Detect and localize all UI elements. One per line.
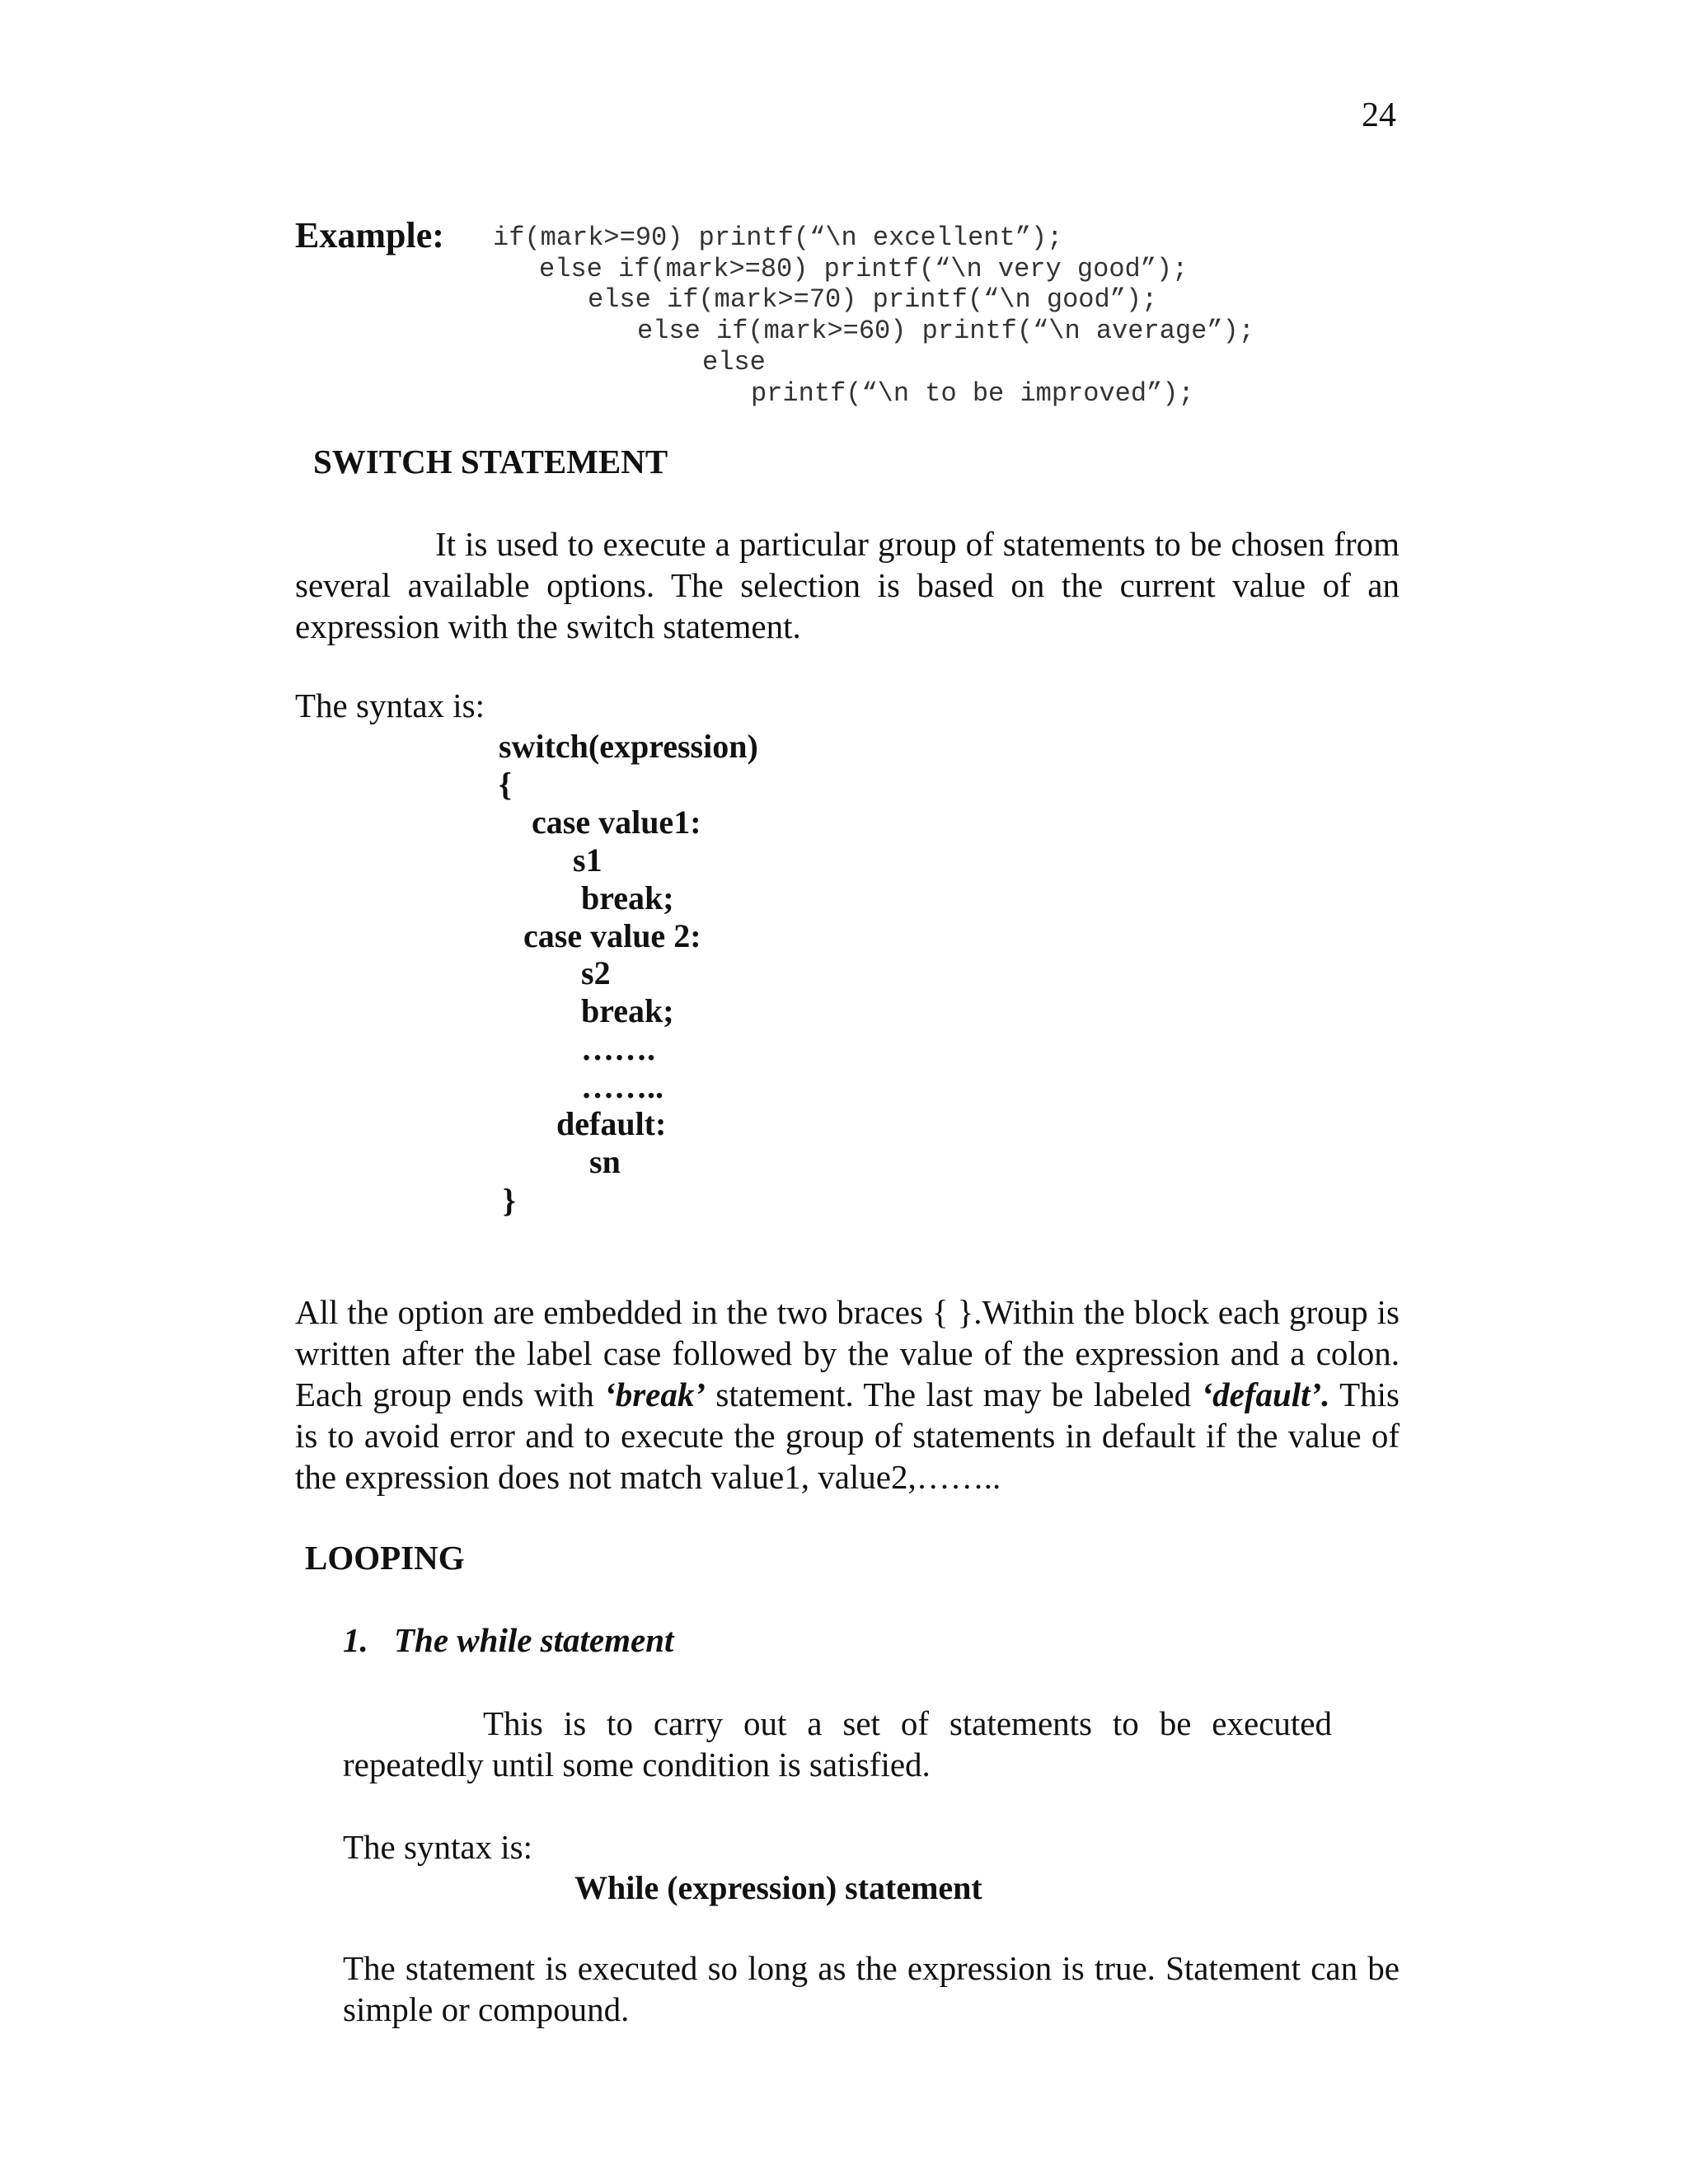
- syntax-line: default:: [556, 1105, 667, 1142]
- syntax-line: sn: [589, 1143, 621, 1180]
- explanation-text: statement. The last may be labeled: [706, 1376, 1202, 1413]
- syntax-line: …….: [581, 1030, 655, 1067]
- syntax-line: s2: [581, 954, 611, 991]
- syntax-line: ……..: [581, 1068, 663, 1105]
- syntax-line: switch(expression): [499, 728, 758, 765]
- switch-explanation-paragraph: [295, 1291, 1400, 1497]
- while-statement-heading: [343, 1620, 673, 1660]
- example-label: Example:: [295, 215, 444, 255]
- syntax-line: s1: [573, 841, 603, 879]
- item-title: The while statement: [394, 1621, 674, 1659]
- syntax-line: case value1:: [532, 804, 701, 841]
- switch-intro-paragraph: It is used to execute a particular group of statements to be chosen from several available options. The selection is based on the current value of an expression with the switch statement.: [295, 525, 1400, 645]
- looping-heading: LOOPING: [305, 1539, 465, 1577]
- while-syntax-intro: The syntax is:: [343, 1828, 533, 1866]
- default-keyword: ‘default’.: [1201, 1376, 1330, 1413]
- switch-heading: SWITCH STATEMENT: [313, 443, 668, 480]
- syntax-line: case value 2:: [523, 917, 701, 954]
- code-line: else if(mark>=80) printf(“\n very good”);: [539, 254, 1189, 284]
- code-line: printf(“\n to be improved”);: [751, 378, 1194, 409]
- switch-syntax-intro: The syntax is:: [295, 687, 485, 724]
- while-closing-paragraph: The statement is executed so long as the expression is true. Statement can be simple or compound.: [343, 1949, 1400, 2028]
- page-number: 24: [1362, 96, 1396, 134]
- syntax-line: break;: [581, 992, 674, 1029]
- break-keyword: ‘break’: [604, 1376, 706, 1413]
- syntax-line: {: [499, 766, 512, 803]
- code-line: if(mark>=90) printf(“\n excellent”);: [493, 223, 1063, 253]
- code-line: else: [702, 347, 766, 377]
- syntax-line: }: [503, 1182, 516, 1219]
- explanation-text: All the option are embedded in the two braces { }.Within the block each group is written after the label case followed by the value of the expression and a colon. Each group ends with: [295, 1293, 1400, 1413]
- while-intro-paragraph: This is to carry out a set of statements to be executed repeatedly until some condition is satisfied.: [343, 1704, 1332, 1783]
- syntax-line: break;: [581, 879, 674, 916]
- code-line: else if(mark>=70) printf(“\n good”);: [588, 284, 1158, 315]
- while-syntax: While (expression) statement: [574, 1869, 982, 1906]
- code-line: else if(mark>=60) printf(“\n average”);: [637, 316, 1254, 346]
- explanation-text: This is to avoid error and to execute the group of statements in default if the value of the expression does not match value1, value2,……..: [295, 1376, 1400, 1496]
- item-number: 1.: [343, 1621, 368, 1659]
